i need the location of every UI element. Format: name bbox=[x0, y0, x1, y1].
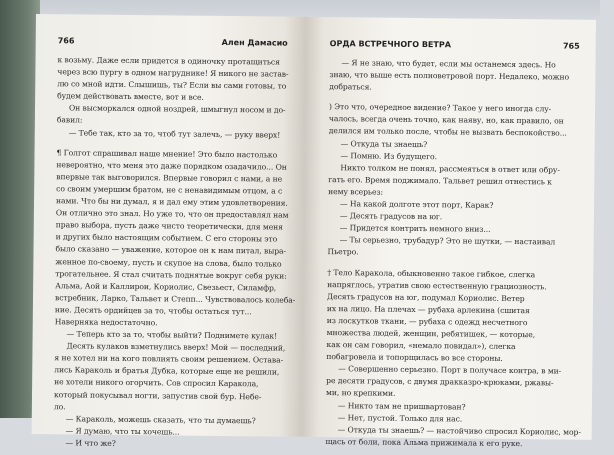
text-line: впервые так выговорился. Впервые говорил с нами, а не bbox=[56, 172, 283, 184]
text-line: делился им только после, чтобы не вызвать беспокойство... bbox=[328, 126, 567, 139]
left-header-title: Ален Дамасио bbox=[221, 37, 288, 48]
text-line: ние. Десять ордийцев за то, чтобы остаться тут... bbox=[54, 305, 252, 317]
text-line: нами. Что бы ни думал, я и дал ему этим удовлетворения. bbox=[55, 196, 288, 208]
text-line: ре десяти градусов, с двумя дракказро-крюками, ржавы- bbox=[326, 376, 554, 388]
text-line: который покусывал ногти, запустив свой бур. Небе- bbox=[53, 389, 262, 401]
text-line: право выбора, пусть даже чисто теоретически, для меня bbox=[55, 220, 283, 232]
text-line: ми, но крепкими. bbox=[326, 388, 396, 399]
text-line: невероятно, что меня это даже порядком озадачило... Он bbox=[56, 159, 287, 172]
text-line: — Теперь кто за то, чтобы выйти? Поднимете кулак! bbox=[66, 329, 278, 341]
text-line: — И что же? bbox=[65, 438, 116, 448]
text-line: ло. bbox=[53, 401, 66, 411]
text-line: женное по-своему, пусть и скупое на слова, было только bbox=[55, 256, 282, 269]
text-line: я не хотел ни на кого повлиять своим решением. Остава- bbox=[54, 353, 284, 365]
left-page bbox=[32, 14, 306, 448]
text-line: — Десять градусов на юг. bbox=[339, 211, 443, 222]
text-line: и других было настоящим событием. С его стороны это bbox=[55, 232, 278, 244]
text-line: Наверняка недостаточно. bbox=[54, 317, 158, 328]
text-line: ) Это что, очередное видение? Такое у него иногда слу- bbox=[328, 102, 552, 114]
text-line: множества людей, женщин, ребятишек, — которые, bbox=[326, 328, 536, 340]
text-line: напряглось, утратив свою естественную грациозность. bbox=[327, 279, 547, 291]
text-line: Пьетро. bbox=[327, 247, 359, 257]
text-line: — Откуда ты знаешь? bbox=[340, 138, 428, 149]
right-running-head bbox=[330, 39, 586, 56]
right-page-number: 765 bbox=[562, 41, 580, 51]
text-line: — На какой долготе этот порт, Карак? bbox=[339, 199, 494, 210]
text-line: нему всерьез: bbox=[328, 187, 384, 197]
left-page-body bbox=[53, 54, 296, 451]
text-line: — Караколь, можешь сказать, что ты думаешь? bbox=[65, 414, 256, 426]
text-line: — Я думаю, что ты хочешь... bbox=[65, 426, 180, 437]
text-line: как он сам говорил, «немало повидал»), слегка bbox=[326, 340, 516, 352]
text-line: бавил: bbox=[56, 115, 83, 125]
text-line: † Тело Каракола, обыкновенно такое гибкое, слегка bbox=[327, 267, 536, 279]
text-line: щась от боли, пока Альма прижимала к его руке. bbox=[325, 436, 523, 448]
text-line: со своим умершим братом, не с ненавидимым отцом, а с bbox=[56, 184, 283, 196]
text-line: Он высморкался одной ноздрей, шмыгнул носом и до- bbox=[68, 103, 286, 115]
text-line: не хотели никого огорчить. Сов спросил Каракола, bbox=[54, 377, 259, 389]
text-line: — Нет, пустой. Только для нас. bbox=[337, 412, 463, 424]
text-line: — Помню. Из будущего. bbox=[340, 150, 438, 161]
text-line: Альма, Аой и Каллирои, Кориолис, Свезьест, Силамфр, bbox=[55, 280, 277, 293]
text-line: гать его. Время поджимало. Тальвет решил отнестись к bbox=[328, 174, 552, 187]
text-line: лись Караколь и братья Дубка, которые еще не решили, bbox=[54, 365, 280, 377]
text-line: будем действовать вместе, вот и все. bbox=[57, 91, 204, 103]
text-line: Никто толком не понял, рассмеяться в ответ или обру- bbox=[340, 162, 560, 175]
text-line: через всю пургу в одном нагруднике! Я никого не застав- bbox=[57, 67, 289, 79]
text-line: — Совершенно серьезно. Порт в получасе контра, в ми- bbox=[338, 364, 562, 376]
text-line: — Придется контрить немного вниз... bbox=[339, 223, 491, 234]
text-line: — Я не знаю, что будет, если мы останемся здесь. Но bbox=[341, 58, 556, 70]
text-line: добраться. bbox=[329, 82, 372, 92]
left-running-head bbox=[58, 36, 294, 52]
right-page-body bbox=[325, 57, 585, 451]
right-page bbox=[302, 17, 596, 448]
text-line: Десять градусов на юг, подумал Кориолис. Ветер bbox=[327, 291, 525, 303]
text-line: Десять кулаков взметнулись вверх! Мой — последний, bbox=[66, 341, 286, 353]
text-line: было сказано — уважение, которое он к нам питал, выра- bbox=[55, 244, 287, 257]
text-line: встребник, Ларко, Тальвет и Степп... Чувствовалось колеба- bbox=[54, 292, 296, 305]
text-line: трогательнее. Я стал считать поднятые вокруг себя руки: bbox=[55, 268, 287, 281]
text-line: побагровела и топорщилась во все стороны. bbox=[326, 352, 503, 364]
text-line: Он отлично это знал. Но уже то, что он предоставлял нам bbox=[55, 208, 289, 220]
text-line: знаю, что выше есть полноветровой порт. Недалеко, можно bbox=[329, 70, 570, 82]
right-header-title: ОРДА ВСТРЕЧНОГО ВЕТРА bbox=[329, 39, 451, 50]
text-line: чалось, всегда очень точно, как наяву, но, как правило, он bbox=[328, 114, 564, 126]
text-line: их на лицо. На плечах — рубаха арлекина (сшитая bbox=[326, 303, 530, 315]
open-book bbox=[32, 14, 614, 448]
text-line: — Откуда ты знаешь? — настойчиво спросил Кориолис, мор- bbox=[337, 424, 581, 437]
left-page-number: 766 bbox=[57, 36, 75, 46]
text-line: — Никто там не пришвартован? bbox=[337, 400, 466, 412]
text-line: к возьму. Даже если придется в одиночку протащиться bbox=[57, 55, 280, 67]
text-line: — Тебе так, кто за то, чтоб тут залечь, — руку вверх! bbox=[68, 127, 281, 140]
text-line: из лоскутков ткани, — рубаха с одежд несчетного bbox=[326, 315, 528, 328]
text-line: лю со мной идти. Слышишь, ты? Если вы сами готовы, то bbox=[57, 79, 287, 91]
text-line: ¶ Голгот спрашивал наше мнение! Это было настолько bbox=[56, 147, 278, 160]
text-line: — Ты серьезно, трубадур? Это не шутки, — настаивал bbox=[339, 235, 556, 247]
